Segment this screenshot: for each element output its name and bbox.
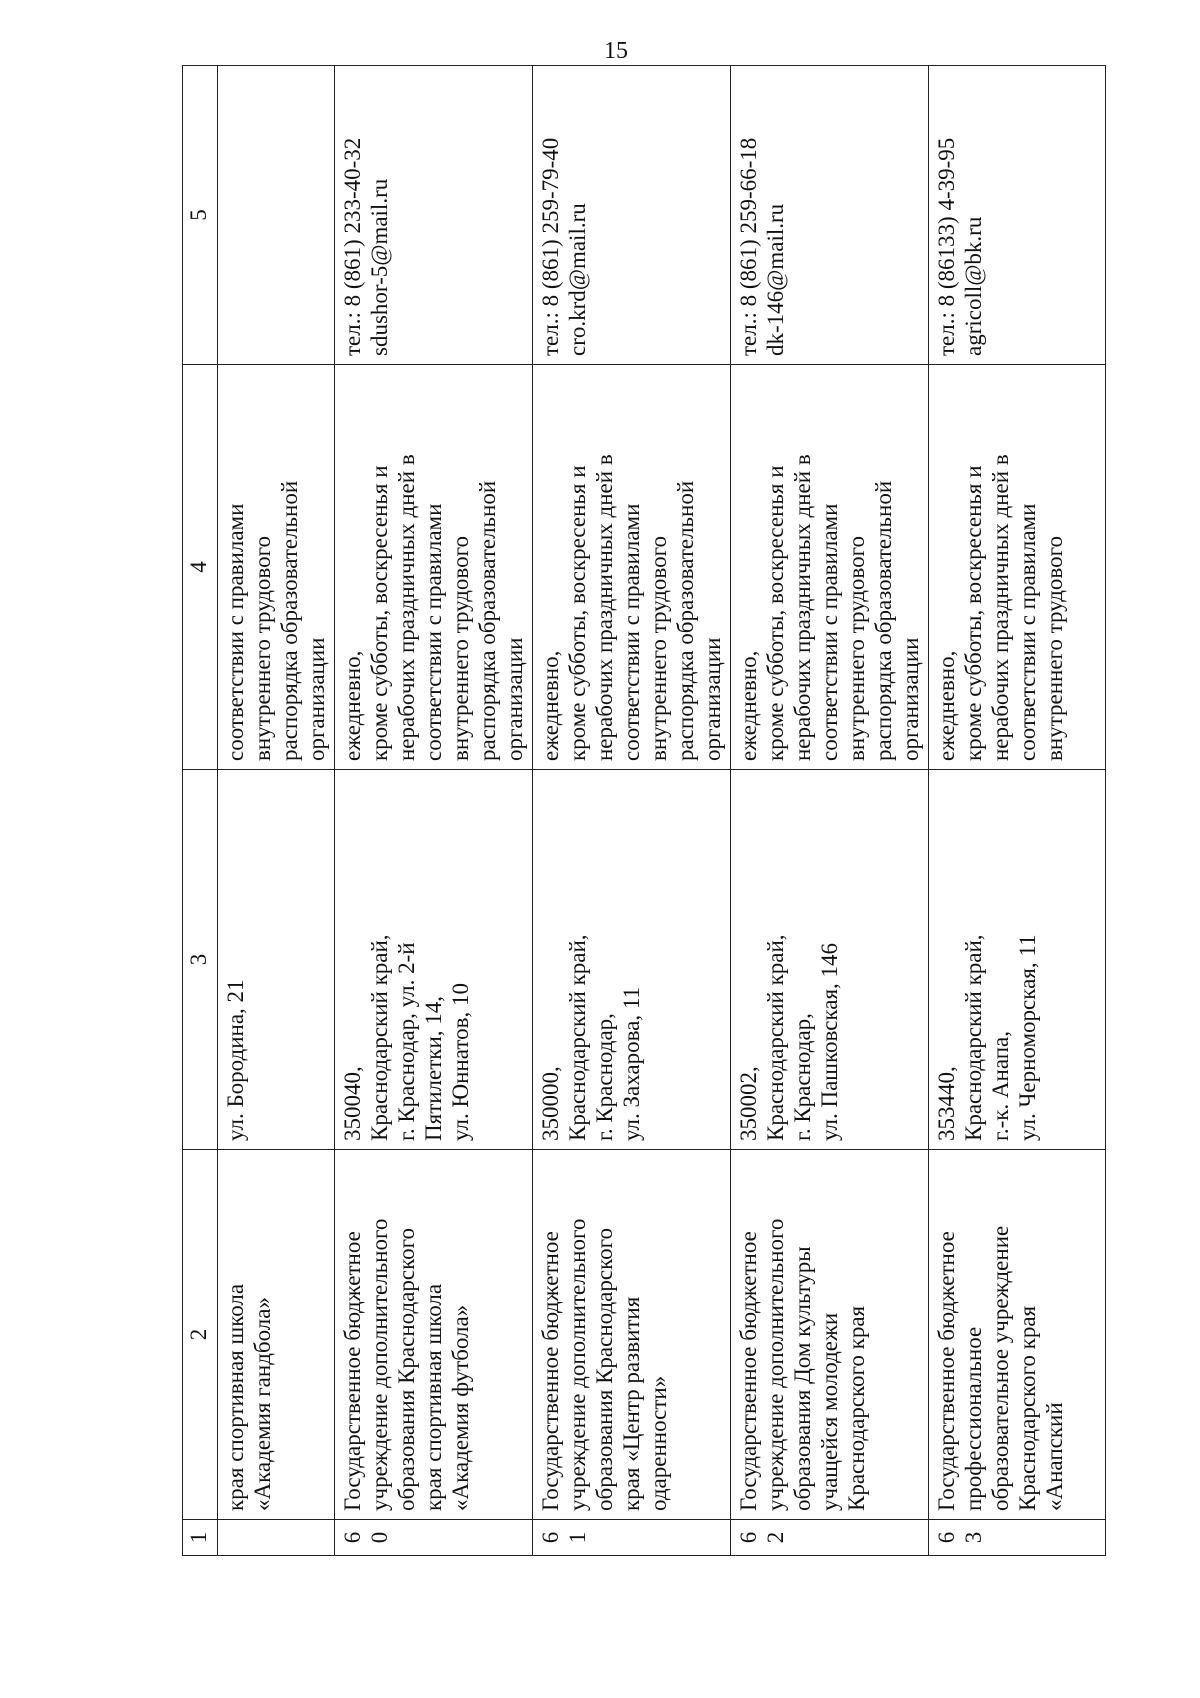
cell-name: Государственное бюджетное учреждение дополнительного образования Дом культуры учащейся молодежи Краснодарского края	[731, 1150, 929, 1520]
cell-name: края спортивная школа «Академия гандбола»	[218, 1150, 335, 1520]
header-col-5: 5	[183, 66, 218, 365]
cell-contacts: тел.: 8 (86133) 4-39-95 agricoll@bk.ru	[929, 66, 1106, 365]
cell-address: 350040, Краснодарский край, г. Краснодар, ул. 2-й Пятилетки, 14, ул. Юннатов, 10	[335, 770, 533, 1150]
cell-contacts: тел.: 8 (861) 259-79-40 cro.krd@mail.ru	[533, 66, 731, 365]
cell-num: 60	[335, 1520, 533, 1556]
table-row	[533, 66, 731, 1556]
cell-name: Государственное бюджетное профессиональное образовательное учреждение Краснодарского края «Анапский	[929, 1150, 1106, 1520]
cell-address: 350000, Краснодарский край, г. Краснодар, ул. Захарова, 11	[533, 770, 731, 1150]
cell-contacts	[218, 66, 335, 365]
header-col-1: 1	[183, 1520, 218, 1556]
cell-name: Государственное бюджетное учреждение дополнительного образования Краснодарского края спортивная школа «Академия футбола»	[335, 1150, 533, 1520]
cell-hours: ежедневно, кроме субботы, воскресенья и нерабочих праздничных дней в соответствии с правилами внутреннего трудового	[929, 365, 1106, 770]
cell-hours: ежедневно, кроме субботы, воскресенья и нерабочих праздничных дней в соответствии с правилами внутреннего трудового распорядка образовательной организации	[335, 365, 533, 770]
table-rotator	[182, 66, 1067, 1556]
header-col-2: 2	[183, 1150, 218, 1520]
cell-num: 63	[929, 1520, 1106, 1556]
institutions-table	[182, 65, 1106, 1556]
page-number: 15	[604, 38, 628, 64]
cell-hours: ежедневно, кроме субботы, воскресенья и нерабочих праздничных дней в соответствии с правилами внутреннего трудового распорядка образовательной организации	[731, 365, 929, 770]
table-row	[335, 66, 533, 1556]
cell-address: 350002, Краснодарский край, г. Краснодар, ул. Пашковская, 146	[731, 770, 929, 1150]
cell-hours: соответствии с правилами внутреннего трудового распорядка образовательной организации	[218, 365, 335, 770]
header-col-3: 3	[183, 770, 218, 1150]
table-row	[929, 66, 1106, 1556]
cell-num	[218, 1520, 335, 1556]
cell-num: 62	[731, 1520, 929, 1556]
table-row-continuation	[218, 66, 335, 1556]
cell-address: 353440, Краснодарский край, г.-к. Анапа, ул. Черноморская, 11	[929, 770, 1106, 1150]
cell-contacts: тел.: 8 (861) 233-40-32 sdushor-5@mail.ru	[335, 66, 533, 365]
rotated-table-wrapper	[182, 66, 1067, 1556]
cell-num: 61	[533, 1520, 731, 1556]
cell-name: Государственное бюджетное учреждение дополнительного образования Краснодарского края «Центр развития одаренности»	[533, 1150, 731, 1520]
cell-hours: ежедневно, кроме субботы, воскресенья и нерабочих праздничных дней в соответствии с правилами внутреннего трудового распорядка образовательной организации	[533, 365, 731, 770]
header-col-4: 4	[183, 365, 218, 770]
cell-contacts: тел.: 8 (861) 259-66-18 dk-146@mail.ru	[731, 66, 929, 365]
table-row	[731, 66, 929, 1556]
cell-address: ул. Бородина, 21	[218, 770, 335, 1150]
header-row	[183, 66, 218, 1556]
